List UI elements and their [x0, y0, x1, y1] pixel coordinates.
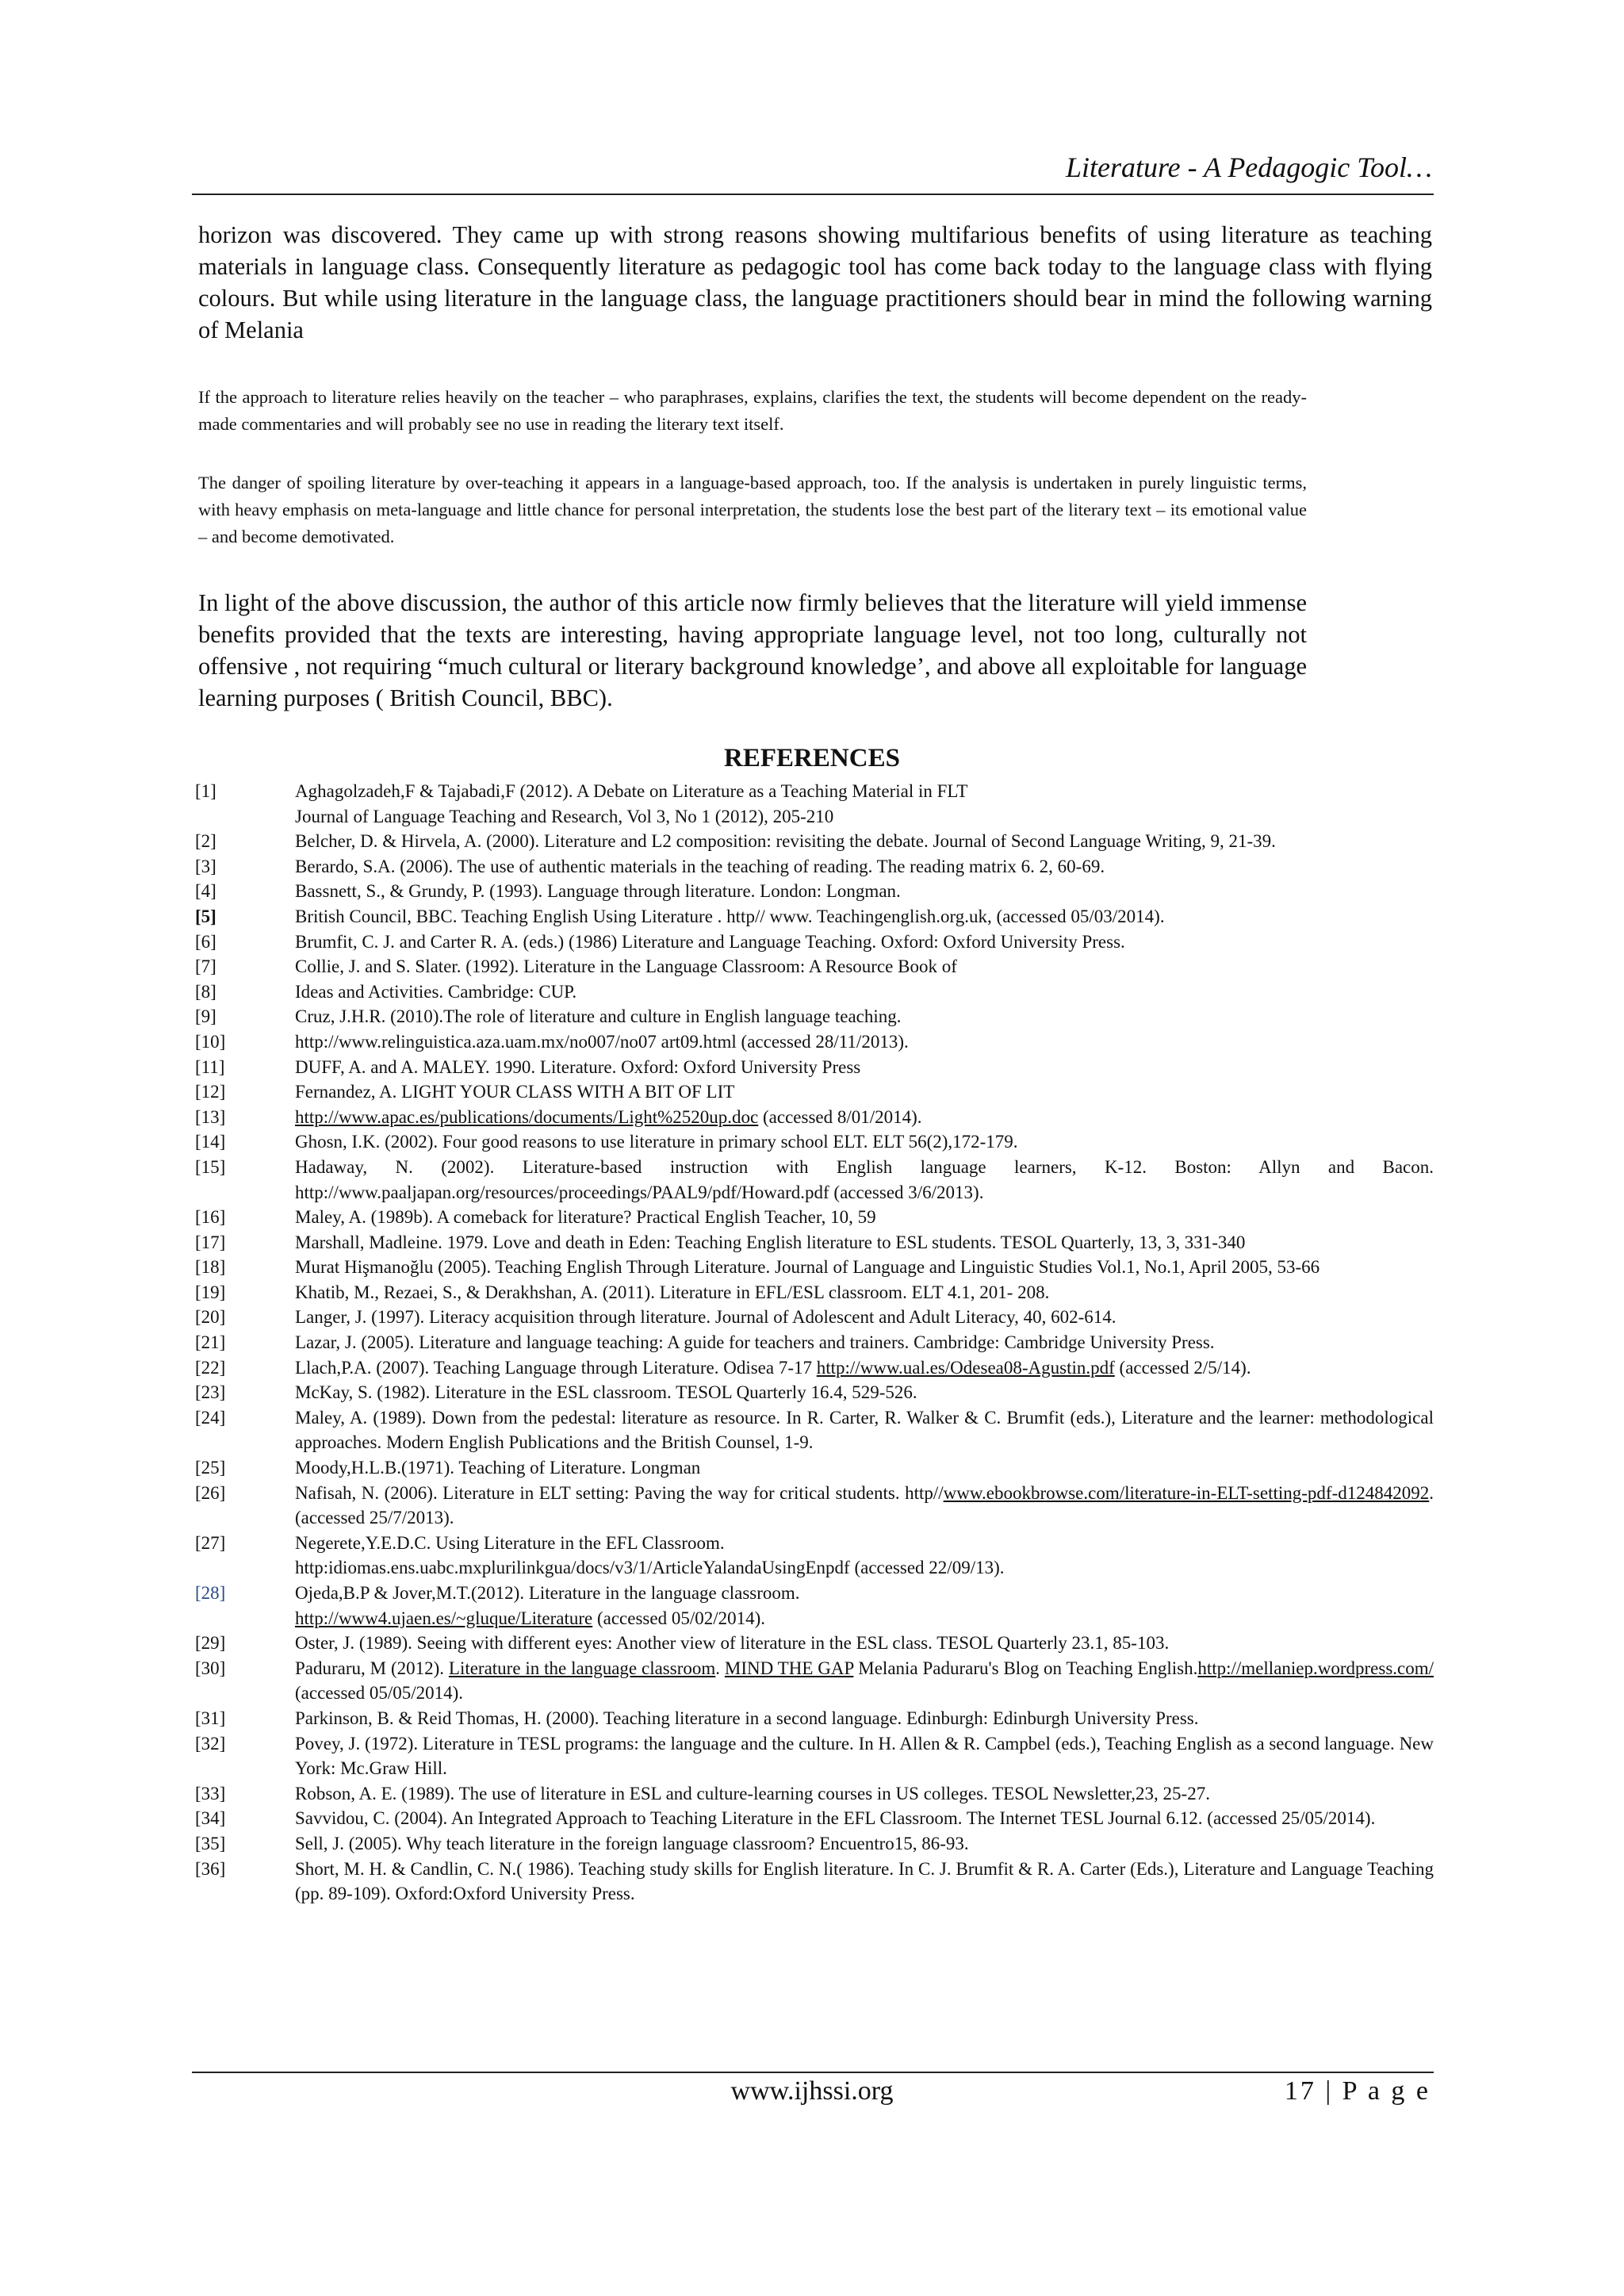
- reference-text: [295, 1581, 1434, 1631]
- reference-item: [195, 1531, 1434, 1581]
- reference-item: [195, 1831, 1434, 1857]
- reference-item: [195, 930, 1434, 955]
- reference-item: [195, 979, 1434, 1005]
- reference-number: [36]: [195, 1858, 226, 1879]
- reference-number: [1]: [195, 781, 216, 801]
- reference-item: [195, 829, 1434, 854]
- block-quote-1: If the approach to literature relies heavily on the teacher – who paraphrases, explains, clarifies the text, the students will become dependent on the ready-made commentaries and will probably see no use in reading the literary text itself.: [198, 387, 1307, 434]
- reference-text: British Council, BBC. Teaching English Using Literature . http// www. Teachingenglish.org.uk, (accessed 05/03/2014).: [295, 906, 1165, 926]
- reference-text-part: Nafisah, N. (2006). Literature in ELT setting: Paving the way for critical students. http//: [295, 1482, 944, 1503]
- reference-text-part: (accessed 8/01/2014).: [758, 1106, 922, 1127]
- reference-link[interactable]: www.ebookbrowse.com/literature-in-ELT-setting-pdf-d124842092: [943, 1482, 1430, 1503]
- reference-item: [195, 1280, 1434, 1305]
- reference-text-part: .: [715, 1658, 725, 1678]
- reference-number: [34]: [195, 1808, 226, 1829]
- reference-number: [9]: [195, 1006, 216, 1027]
- reference-number: [22]: [195, 1357, 226, 1378]
- reference-text: Marshall, Madleine. 1979. Love and death in Eden: Teaching English literature to ESL students. TESOL Quarterly, 13, 3, 331-340: [295, 1232, 1246, 1252]
- reference-item: [195, 854, 1434, 880]
- reference-item: [195, 904, 1434, 930]
- reference-item: [195, 1631, 1434, 1656]
- reference-number: [30]: [195, 1658, 226, 1678]
- reference-number: [33]: [195, 1783, 226, 1803]
- reference-link[interactable]: http://www.ual.es/Odesea08-Agustin.pdf: [816, 1357, 1115, 1378]
- reference-text: [295, 779, 1434, 829]
- reference-number: [31]: [195, 1708, 226, 1728]
- block-quote-2: The danger of spoiling literature by over-teaching it appears in a language-based approach, too. If the analysis is undertaken in purely linguistic terms, with heavy emphasis on meta-language and little chance for personal interpretation, the students lose the best part of the literary text – its emotional value – and become demotivated.: [198, 473, 1307, 546]
- reference-number: [14]: [195, 1132, 226, 1152]
- reference-number: [3]: [195, 856, 216, 876]
- reference-item: [195, 1105, 1434, 1130]
- reference-link[interactable]: MIND THE GAP: [724, 1658, 854, 1678]
- reference-text: [295, 1531, 1434, 1581]
- reference-number: [7]: [195, 956, 216, 977]
- reference-item: [195, 1079, 1434, 1105]
- reference-text: Murat Hişmanoğlu (2005). Teaching English Through Literature. Journal of Language and Linguistic Studies Vol.1, No.1, April 2005, 53-66: [295, 1257, 1320, 1278]
- reference-item: [195, 779, 1434, 829]
- reference-number: [35]: [195, 1833, 226, 1853]
- reference-item: [195, 1806, 1434, 1831]
- reference-number: [32]: [195, 1733, 226, 1754]
- reference-number: [11]: [195, 1056, 225, 1077]
- reference-number: [4]: [195, 881, 216, 902]
- reference-link[interactable]: http://www.apac.es/publications/documents/Light%2520up.doc: [295, 1106, 759, 1127]
- reference-text-part: (accessed 2/5/14).: [1114, 1357, 1251, 1378]
- reference-number: [2]: [195, 831, 216, 852]
- reference-text: Belcher, D. & Hirvela, A. (2000). Literature and L2 composition: revisiting the debate. Journal of Second Language Writing, 9, 21-39.: [295, 831, 1276, 852]
- reference-item: [195, 1481, 1434, 1531]
- reference-item: [195, 1205, 1434, 1230]
- reference-item: [195, 879, 1434, 904]
- reference-item: [195, 1330, 1434, 1355]
- reference-text: Khatib, M., Rezaei, S., & Derakhshan, A. (2011). Literature in EFL/ESL classroom. ELT 4.1, 201- 208.: [295, 1282, 1050, 1302]
- reference-item: [195, 1255, 1434, 1280]
- reference-link[interactable]: http://mellaniep.wordpress.com/: [1197, 1658, 1434, 1678]
- reference-text: DUFF, A. and A. MALEY. 1990. Literature. Oxford: Oxford University Press: [295, 1056, 861, 1077]
- reference-text: Maley, A. (1989b). A comeback for literature? Practical English Teacher, 10, 59: [295, 1207, 876, 1228]
- reference-number: [29]: [195, 1633, 226, 1654]
- reference-item: [195, 1004, 1434, 1029]
- reference-text: Sell, J. (2005). Why teach literature in the foreign language classroom? Encuentro15, 86-93.: [295, 1833, 969, 1853]
- reference-item: [195, 1781, 1434, 1807]
- reference-text: Berardo, S.A. (2006). The use of authentic materials in the teaching of reading. The reading matrix 6. 2, 60-69.: [295, 856, 1105, 876]
- reference-text-part: . (accessed 25/7/2013).: [295, 1482, 1434, 1528]
- reference-number: [19]: [195, 1282, 226, 1302]
- reference-item: [195, 1405, 1434, 1455]
- reference-number: [28]: [195, 1583, 226, 1603]
- reference-text-line: Journal of Language Teaching and Research, Vol 3, No 1 (2012), 205-210: [295, 806, 834, 826]
- reference-number: [20]: [195, 1307, 226, 1328]
- reference-number: [15]: [195, 1156, 226, 1177]
- reference-text: Moody,H.L.B.(1971). Teaching of Literature. Longman: [295, 1458, 701, 1478]
- reference-text: [295, 1105, 1434, 1130]
- reference-number: [18]: [195, 1257, 226, 1278]
- body-paragraph: horizon was discovered. They came up with strong reasons showing multifarious benefits of using literature as teaching materials in language class. Consequently literature as pedagogic tool has come back today to the language class with flying colours. But while using literature in the language class, the language practitioners should bear in mind the following warning of Melania: [198, 221, 1432, 343]
- reference-text-line: Aghagolzadeh,F & Tajabadi,F (2012). A Debate on Literature as a Teaching Material in FLT: [295, 781, 968, 801]
- reference-text-part: (accessed 05/02/2014).: [592, 1608, 766, 1628]
- reference-text: Povey, J. (1972). Literature in TESL programs: the language and the culture. In H. Allen & R. Campbel (eds.), Teaching English as a second language. New York: Mc.Graw Hill.: [295, 1733, 1434, 1779]
- references-list: [195, 779, 1434, 1907]
- reference-text: Fernandez, A. LIGHT YOUR CLASS WITH A BIT OF LIT: [295, 1082, 735, 1102]
- reference-link[interactable]: http://www4.ujaen.es/~gluque/Literature: [295, 1608, 593, 1628]
- reference-text-line: Ojeda,B.P & Jover,M.T.(2012). Literature in the language classroom.: [295, 1583, 800, 1603]
- footer-rule: [192, 2072, 1434, 2073]
- reference-item: [195, 1129, 1434, 1155]
- reference-item: [195, 1230, 1434, 1255]
- reference-text: Maley, A. (1989). Down from the pedestal: literature as resource. In R. Carter, R. Walker & C. Brumfit (eds.), Literature and the learner: methodological approaches. Modern English Publications and the British Counsel, 1-9.: [295, 1407, 1434, 1453]
- reference-item: [195, 1155, 1434, 1205]
- reference-number: [27]: [195, 1532, 226, 1553]
- reference-number: [21]: [195, 1332, 226, 1353]
- reference-text-line: [295, 1606, 1434, 1631]
- reference-text: Hadaway, N. (2002). Literature-based instruction with English language learners, K-12. Boston: Allyn and Bacon. http://www.paaljapan.org/resources/proceedings/PAAL9/pdf/Howard.pdf (accessed 3/6/2013).: [295, 1156, 1434, 1202]
- reference-text: Brumfit, C. J. and Carter R. A. (eds.) (1986) Literature and Language Teaching. Oxford: Oxford University Press.: [295, 931, 1125, 952]
- reference-text: [295, 1355, 1434, 1381]
- reference-number: [16]: [195, 1207, 226, 1228]
- reference-text: Short, M. H. & Candlin, C. N.( 1986). Teaching study skills for English literature. In C. J. Brumfit & R. A. Carter (Eds.), Literature and Language Teaching (pp. 89-109). Oxford:Oxford University Press.: [295, 1858, 1434, 1904]
- reference-text: http://www.relinguistica.aza.uam.mx/no007/no07 art09.html (accessed 28/11/2013).: [295, 1031, 909, 1052]
- footer-page-number: 17 | P a g e: [1284, 2076, 1431, 2106]
- reference-number: [13]: [195, 1106, 226, 1127]
- reference-text: Langer, J. (1997). Literacy acquisition through literature. Journal of Adolescent and Adult Literacy, 40, 602-614.: [295, 1307, 1116, 1328]
- reference-text: Lazar, J. (2005). Literature and language teaching: A guide for teachers and trainers. Cambridge: Cambridge University Press.: [295, 1332, 1215, 1353]
- running-header-title: Literature - A Pedagogic Tool…: [1065, 151, 1432, 183]
- reference-item: [195, 1731, 1434, 1781]
- reference-item: [195, 954, 1434, 979]
- reference-text: Bassnett, S., & Grundy, P. (1993). Language through literature. London: Longman.: [295, 881, 901, 902]
- header-rule: [192, 194, 1434, 195]
- reference-item: [195, 1706, 1434, 1731]
- reference-number: [26]: [195, 1482, 226, 1503]
- reference-number: [25]: [195, 1458, 226, 1478]
- reference-text-line: http:idiomas.ens.uabc.mxplurilinkgua/docs/v3/1/ArticleYalandaUsingEnpdf (accessed 22/09/13).: [295, 1558, 1005, 1578]
- reference-number: [23]: [195, 1382, 226, 1403]
- footer-website: www.ijhssi.org: [730, 2076, 894, 2106]
- reference-item: [195, 1305, 1434, 1330]
- reference-item: [195, 1029, 1434, 1055]
- reference-text-part: Melania Paduraru's Blog on Teaching English.: [853, 1658, 1198, 1678]
- reference-item: [195, 1355, 1434, 1381]
- conclusion-paragraph: In light of the above discussion, the author of this article now firmly believes that the literature will yield immense benefits provided that the texts are interesting, having appropriate language level, not too long, culturally not offensive , not requiring “much cultural or literary background knowledge’, and above all exploitable for language learning purposes ( British Council, BBC).: [198, 589, 1307, 711]
- reference-text: Ideas and Activities. Cambridge: CUP.: [295, 981, 577, 1002]
- reference-text: [295, 1656, 1434, 1706]
- reference-number: [5]: [195, 906, 216, 926]
- reference-link[interactable]: Literature in the language classroom: [448, 1658, 716, 1678]
- references-heading: REFERENCES: [724, 744, 900, 772]
- reference-text: Collie, J. and S. Slater. (1992). Literature in the Language Classroom: A Resource Book of: [295, 956, 957, 977]
- reference-text: Oster, J. (1989). Seeing with different eyes: Another view of literature in the ESL class. TESOL Quarterly 23.1, 85-103.: [295, 1633, 1170, 1654]
- reference-text: Robson, A. E. (1989). The use of literature in ESL and culture-learning courses in US colleges. TESOL Newsletter,23, 25-27.: [295, 1783, 1210, 1803]
- reference-number: [8]: [195, 981, 216, 1002]
- reference-text-line: Negerete,Y.E.D.C. Using Literature in the EFL Classroom.: [295, 1532, 725, 1553]
- reference-item: [195, 1380, 1434, 1405]
- reference-number: [6]: [195, 931, 216, 952]
- reference-number: [12]: [195, 1082, 226, 1102]
- reference-text: [295, 1481, 1434, 1531]
- reference-number: [24]: [195, 1407, 226, 1428]
- reference-number: [17]: [195, 1232, 226, 1252]
- reference-text-part: Llach,P.A. (2007). Teaching Language through Literature. Odisea 7-17: [295, 1357, 817, 1378]
- reference-text: Ghosn, I.K. (2002). Four good reasons to use literature in primary school ELT. ELT 56(2),172-179.: [295, 1132, 1018, 1152]
- reference-text: Parkinson, B. & Reid Thomas, H. (2000). Teaching literature in a second language. Edinburgh: Edinburgh University Press.: [295, 1708, 1199, 1728]
- reference-text: Cruz, J.H.R. (2010).The role of literature and culture in English language teaching.: [295, 1006, 902, 1027]
- reference-item: [195, 1857, 1434, 1907]
- reference-item: [195, 1055, 1434, 1080]
- reference-text-part: (accessed 05/05/2014).: [295, 1683, 464, 1704]
- reference-text: Savvidou, C. (2004). An Integrated Approach to Teaching Literature in the EFL Classroom. The Internet TESL Journal 6.12. (accessed 25/05/2014).: [295, 1808, 1376, 1829]
- reference-item: [195, 1656, 1434, 1706]
- reference-text: McKay, S. (1982). Literature in the ESL classroom. TESOL Quarterly 16.4, 529-526.: [295, 1382, 917, 1403]
- reference-number: [10]: [195, 1031, 226, 1052]
- reference-item: [195, 1455, 1434, 1481]
- reference-item: [195, 1581, 1434, 1631]
- reference-text-part: Paduraru, M (2012).: [295, 1658, 449, 1678]
